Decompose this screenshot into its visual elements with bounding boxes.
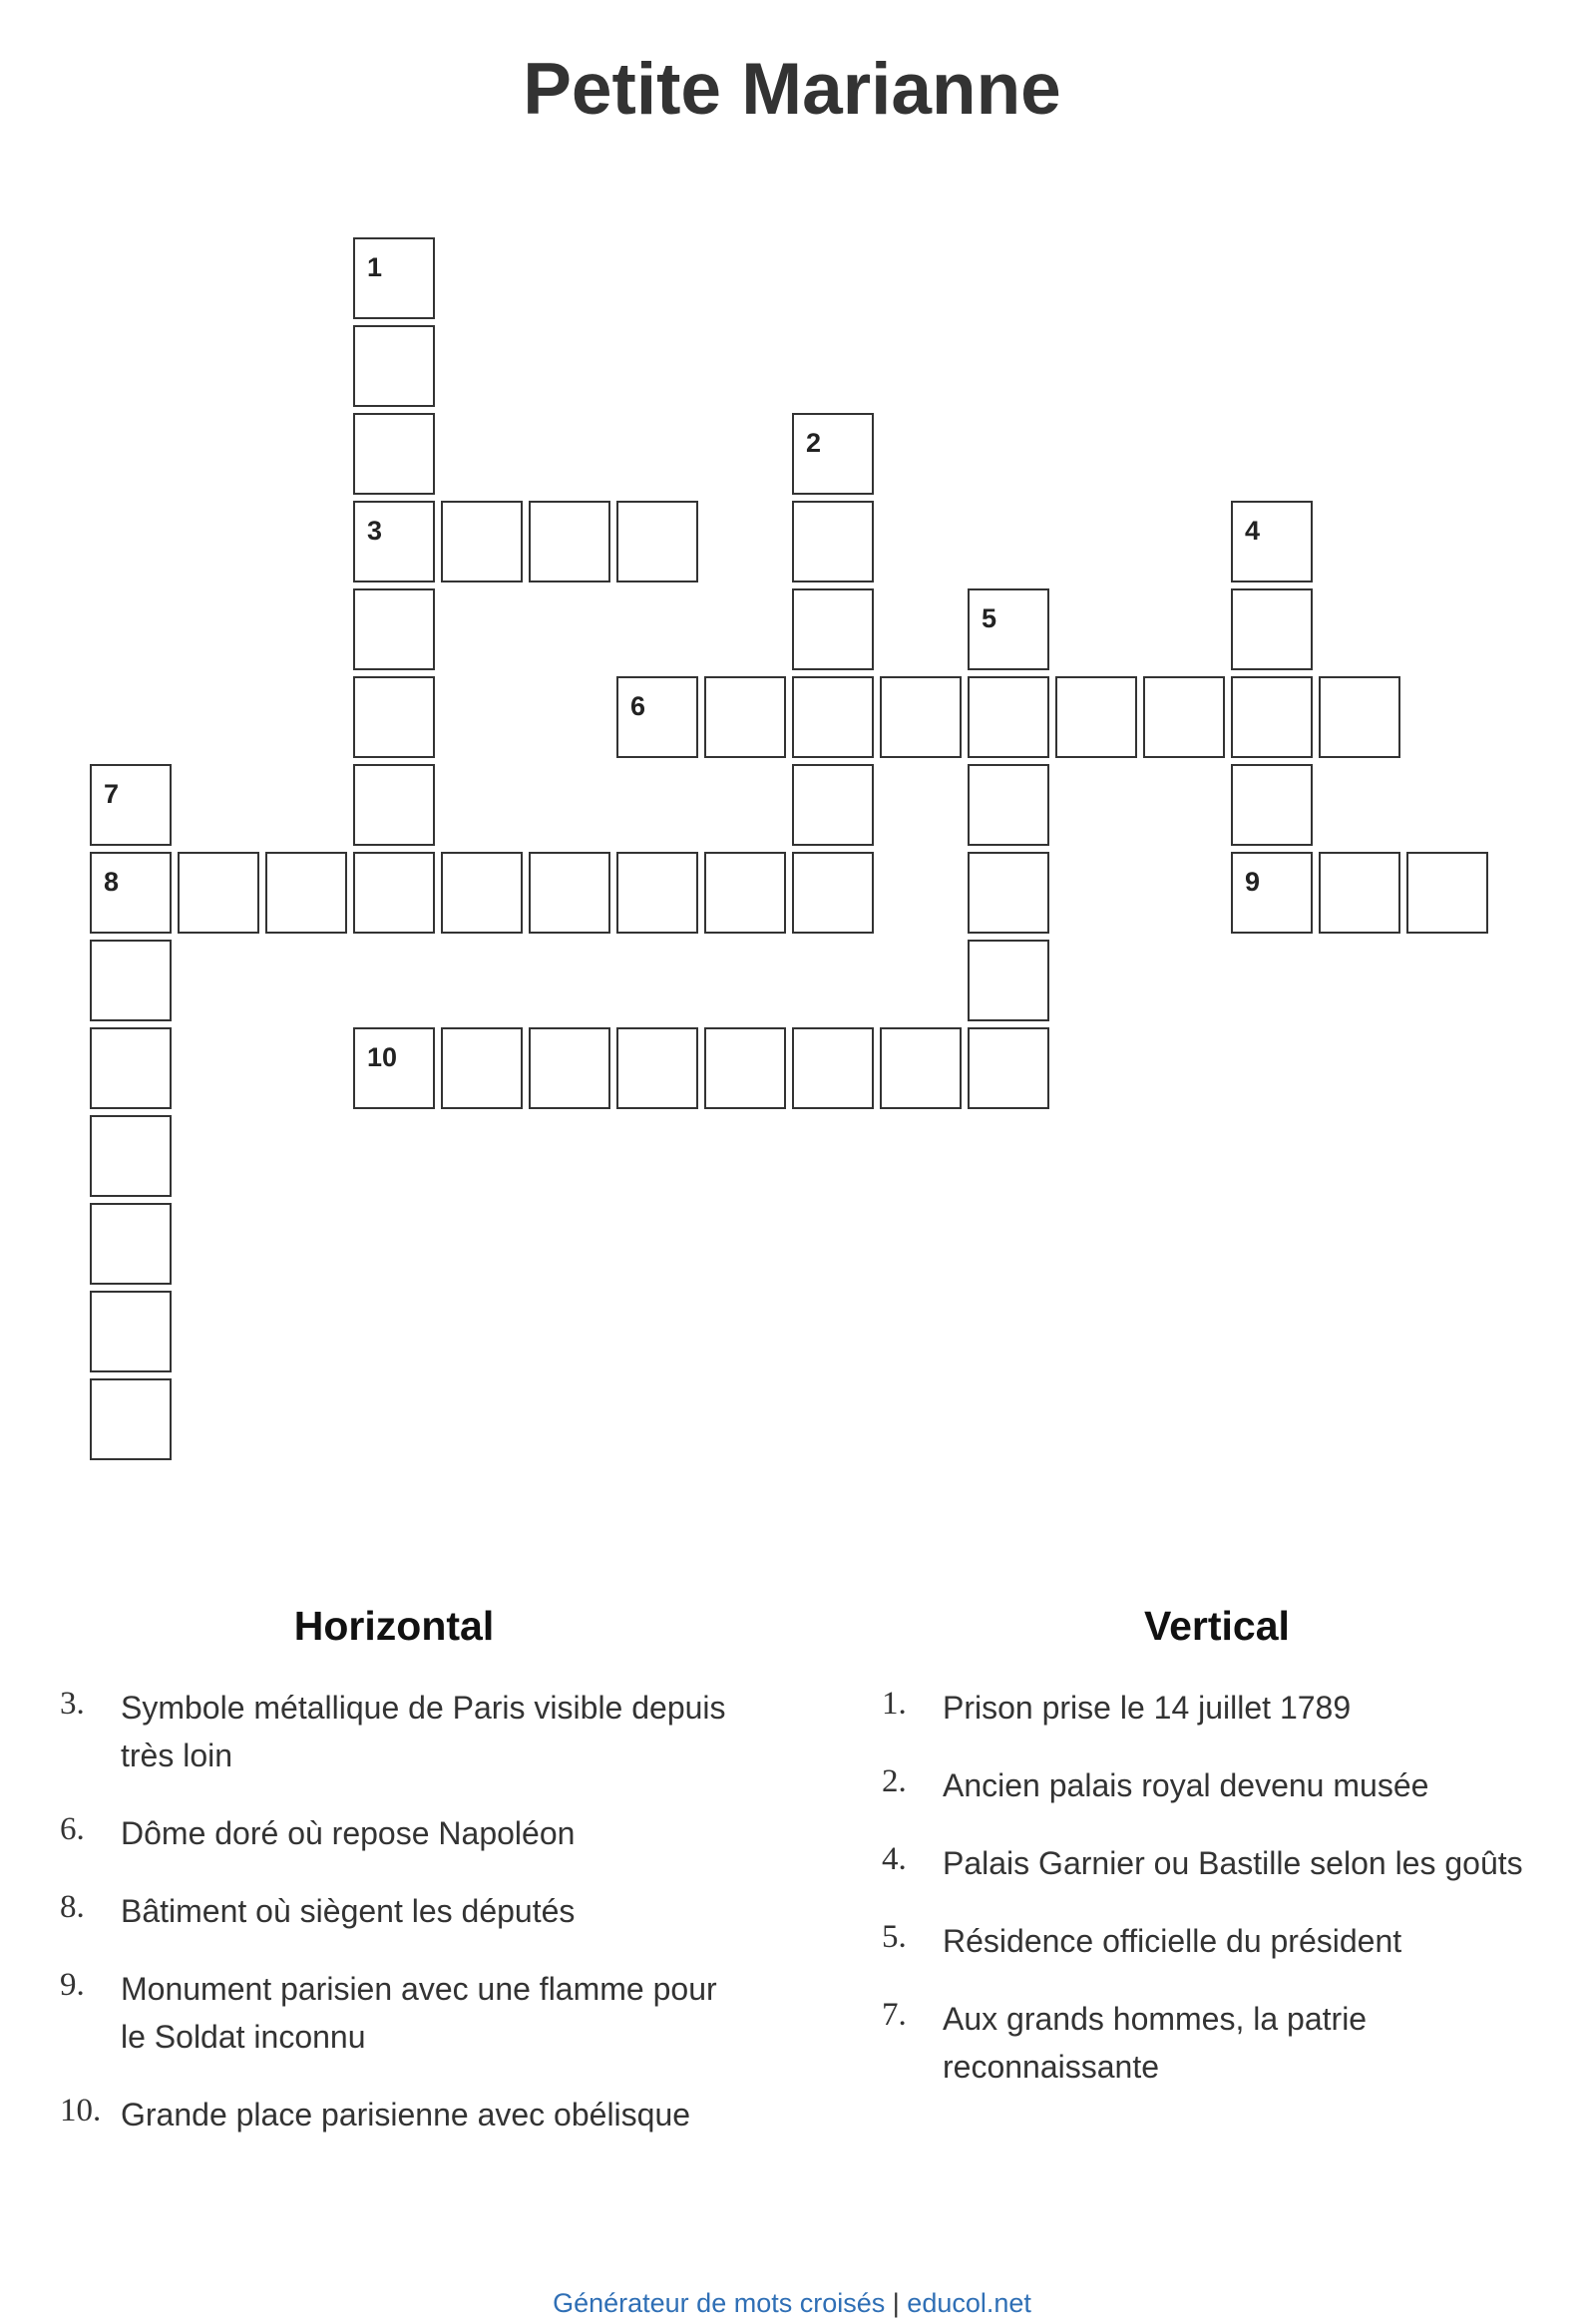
grid-cell[interactable] <box>90 1203 172 1285</box>
cell-number: 4 <box>1245 516 1261 546</box>
clue-text: Bâtiment où siègent les députés <box>121 1893 576 1929</box>
cell-number: 1 <box>367 252 383 282</box>
cell-number: 9 <box>1245 867 1261 897</box>
grid-cell[interactable] <box>792 1027 874 1109</box>
grid-cell[interactable] <box>1231 852 1313 934</box>
grid-cell[interactable] <box>792 764 874 846</box>
grid-cell[interactable] <box>1231 764 1313 846</box>
grid-cell[interactable] <box>880 1027 962 1109</box>
grid-cell[interactable] <box>353 676 435 758</box>
grid-cell[interactable] <box>704 1027 786 1109</box>
cell-number: 7 <box>104 779 120 809</box>
grid-cell[interactable] <box>616 1027 698 1109</box>
clue-item <box>882 1995 1570 2091</box>
grid-cell[interactable] <box>1231 588 1313 670</box>
clue-text: Palais Garnier ou Bastille selon les goûts <box>943 1845 1523 1881</box>
grid-cell[interactable] <box>353 413 435 495</box>
grid-cell[interactable] <box>968 852 1049 934</box>
cell-number: 8 <box>104 867 120 897</box>
horizontal-heading: Horizontal <box>293 1603 495 1649</box>
grid-cell[interactable] <box>90 764 172 846</box>
grid-cell[interactable] <box>90 1378 172 1460</box>
grid-cell[interactable] <box>880 676 962 758</box>
clue-text: Dôme doré où repose Napoléon <box>121 1815 576 1851</box>
horizontal-clue-list <box>60 1684 738 2168</box>
grid-cell[interactable] <box>178 852 259 934</box>
clue-item <box>882 1917 1570 1965</box>
grid-cell[interactable] <box>792 501 874 582</box>
clue-number: 5. <box>882 1919 907 1955</box>
cell-number: 10 <box>367 1042 398 1072</box>
clue-number: 8. <box>60 1889 85 1925</box>
footer-separator: | <box>892 2288 900 2318</box>
grid-cell[interactable] <box>353 501 435 582</box>
cell-number: 2 <box>806 428 822 458</box>
grid-cell[interactable] <box>792 413 874 495</box>
grid-cell[interactable] <box>441 852 523 934</box>
clue-text: Prison prise le 14 juillet 1789 <box>943 1690 1352 1726</box>
cell-number: 5 <box>982 603 997 633</box>
clue-text: Grande place parisienne avec obélisque <box>121 2097 691 2132</box>
clue-number: 7. <box>882 1997 907 2033</box>
grid-cell[interactable] <box>90 1027 172 1109</box>
grid-cell[interactable] <box>529 852 610 934</box>
clue-item <box>882 1684 1570 1732</box>
grid-cell[interactable] <box>529 1027 610 1109</box>
generator-link[interactable]: Générateur de mots croisés <box>553 2288 886 2318</box>
clue-item <box>60 1965 738 2061</box>
grid-cell[interactable] <box>441 501 523 582</box>
grid-cell[interactable] <box>792 676 874 758</box>
clue-item <box>882 1761 1570 1809</box>
grid-cell[interactable] <box>353 852 435 934</box>
vertical-heading: Vertical <box>1144 1603 1290 1649</box>
clue-item <box>882 1839 1570 1887</box>
grid-cell[interactable] <box>968 588 1049 670</box>
grid-cell[interactable] <box>353 764 435 846</box>
page-title: Petite Marianne <box>523 49 1061 130</box>
grid-cell[interactable] <box>353 1027 435 1109</box>
clue-text: Ancien palais royal devenu musée <box>943 1767 1429 1803</box>
clue-text: Symbole métallique de Paris visible depuis très loin <box>121 1690 726 1773</box>
grid-cell[interactable] <box>353 237 435 319</box>
grid-cell[interactable] <box>529 501 610 582</box>
clue-text: Aux grands hommes, la patrie reconnaissante <box>943 2001 1368 2085</box>
grid-cell[interactable] <box>968 1027 1049 1109</box>
grid-cell[interactable] <box>90 940 172 1021</box>
grid-cell[interactable] <box>1319 676 1400 758</box>
grid-cell[interactable] <box>704 676 786 758</box>
clue-item <box>60 1684 738 1779</box>
footer <box>0 2286 1584 2320</box>
grid-cell[interactable] <box>792 588 874 670</box>
clue-item <box>60 1887 738 1935</box>
grid-cell[interactable] <box>616 852 698 934</box>
grid-cell[interactable] <box>1231 676 1313 758</box>
grid-cell[interactable] <box>968 940 1049 1021</box>
grid-cell[interactable] <box>616 501 698 582</box>
vertical-clue-list <box>882 1684 1570 2121</box>
grid-cell[interactable] <box>1231 501 1313 582</box>
site-link[interactable]: educol.net <box>907 2288 1031 2318</box>
clue-number: 1. <box>882 1686 907 1722</box>
grid-cell[interactable] <box>1055 676 1137 758</box>
clue-number: 6. <box>60 1811 85 1847</box>
grid-cell[interactable] <box>704 852 786 934</box>
cell-number: 6 <box>630 691 646 721</box>
clue-number: 3. <box>60 1686 85 1722</box>
grid-cell[interactable] <box>90 1291 172 1372</box>
clue-text: Monument parisien avec une flamme pour le Soldat inconnu <box>121 1971 717 2055</box>
grid-cell[interactable] <box>792 852 874 934</box>
grid-cell[interactable] <box>1406 852 1488 934</box>
clue-text: Résidence officielle du président <box>943 1923 1402 1959</box>
grid-cell[interactable] <box>90 1115 172 1197</box>
clue-number: 10. <box>60 2093 102 2129</box>
grid-cell[interactable] <box>616 676 698 758</box>
grid-cell[interactable] <box>968 676 1049 758</box>
grid-cell[interactable] <box>353 588 435 670</box>
grid-cell[interactable] <box>90 852 172 934</box>
grid-cell[interactable] <box>968 764 1049 846</box>
grid-cell[interactable] <box>353 325 435 407</box>
grid-cell[interactable] <box>1143 676 1225 758</box>
clue-number: 2. <box>882 1763 907 1799</box>
clue-item <box>60 2091 738 2138</box>
clue-number: 4. <box>882 1841 907 1877</box>
grid-cell[interactable] <box>265 852 347 934</box>
clue-number: 9. <box>60 1967 85 2003</box>
grid-cell[interactable] <box>441 1027 523 1109</box>
clue-item <box>60 1809 738 1857</box>
cell-number: 3 <box>367 516 383 546</box>
grid-cell[interactable] <box>1319 852 1400 934</box>
